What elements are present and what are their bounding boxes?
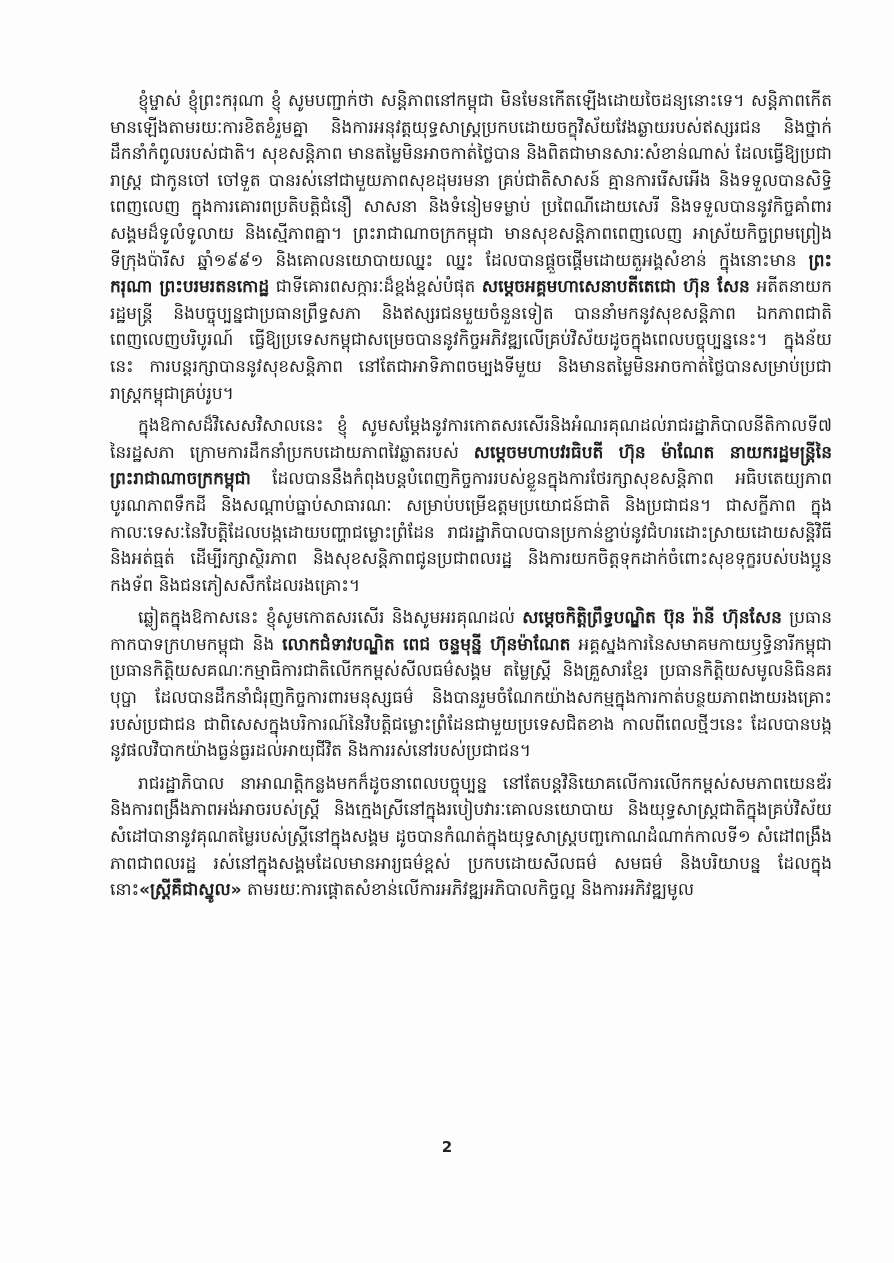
paragraph-4	[110, 771, 832, 904]
p3-text: ឆ្លៀតក្នុងឱកាសនេះ ខ្ញុំសូមកោតសរសើរ និងសូមអរគុណដល់	[138, 608, 523, 629]
p2-bold-prime-minister: សម្តេចមហាបវរធិបតី ហ៊ុន ម៉ាណែត នាយករដ្ឋមន្ត្រីនៃព្រះរាជាណាចក្រកម្ពុជា	[110, 442, 832, 490]
p3-text: ប្រធានកាកបាទក្រហមកម្ពុជា និង	[110, 608, 832, 655]
p1-text: ខ្ញុំម្ចាស់ ខ្ញុំព្រះករុណា ខ្ញុំ សូមបញ្ជាក់ថា សន្តិភាពនៅកម្ពុជា មិនមែនកើតឡើងដោយចៃដន្យនោះទេ។ សន្តិភាពកើតមានឡើងតាមរយៈការខិតខំរួមគ្នា និងការអនុវត្តយុទ្ធសាស្ត្រប្រកបដោយចក្ខុវិស័យវែងឆ្ងាយរបស់ឥស្សរជន និងថ្នាក់ដឹកនាំកំពូលរបស់ជាតិ។ សុខសន្តិភាព មានតម្លៃមិនអាចកាត់ថ្លៃបាន និងពិតជាមានសារៈសំខាន់ណាស់ ដែលធ្វើឱ្យប្រជារាស្ត្រ ជាកូនចៅ ចៅទួត បានរស់នៅជាមួយភាពសុខដុមរមនា គ្រប់ជាតិសាសន៍ គ្មានការរើសអើង និងទទួលបានសិទ្ធិពេញលេញ ក្នុងការគោរពប្រតិបត្តិជំនឿ សាសនា និងទំនៀមទម្លាប់ ប្រពៃណីដោយសេរី និងទទួលបាននូវកិច្ចគាំពារសង្គមដ៏ទូលំទូលាយ និងស្មើភាពគ្នា។ ព្រះរាជាណាចក្រកម្ពុជា មានសុខសន្តិភាពពេញលេញ អាស្រ័យកិច្ចព្រមព្រៀងទីក្រុងប៉ារីស ឆ្នាំ១៩៩១ និងគោលនយោបាយឈ្នះ ឈ្នះ ដែលបានផ្តួចផ្តើមដោយតួអង្គសំខាន់ ក្នុងនោះមាន	[110, 91, 832, 271]
p1-text: ជាទីគោរពសក្ការៈដ៏ខ្ពង់ខ្ពស់បំផុត	[269, 277, 482, 298]
p4-text: រាជរដ្ឋាភិបាល នាអាណត្តិកន្លងមកក៏ដូចនាពេលបច្ចុប្បន្ន នៅតែបន្តវិនិយោគលើការលើកកម្ពស់សមភាពយេនឌ័រ និងការពង្រឹងភាពអង់អាចរបស់ស្ត្រី និងក្មេងស្រីនៅក្នុងរបៀបវារៈគោលនយោបាយ និងយុទ្ធសាស្ត្រជាតិក្នុងគ្រប់វិស័យ សំដៅបានានូវគុណតម្លៃរបស់ស្ត្រីនៅក្នុងសង្គម ដូចបានកំណត់ក្នុងយុទ្ធសាស្ត្របញ្ចកោណដំណាក់កាលទី១ សំដៅពង្រឹងភាពជាពលរដ្ឋ រស់នៅក្នុងសង្គមដែលមានអារ្យធម៌ខ្ពស់ ប្រកបដោយសីលធម៌ សមធម៌ និងបរិយាបន្ន ដែលក្នុងនោះ	[110, 773, 832, 901]
p4-text: តាមរយៈការផ្តោតសំខាន់លើការអភិវឌ្ឍអភិបាលកិច្ចល្អ និងការអភិវឌ្ឍមូល	[241, 880, 695, 901]
paragraph-2	[110, 413, 832, 599]
p1-bold-samdech-name: សម្តេចអគ្គមហាសេនាបតីតេជោ ហ៊ុន សែន	[481, 277, 750, 298]
p3-bold-lok-chumteav: លោកជំទាវបណ្ឌិត ពេជ ចន្ទមុន្នី ហ៊ុនម៉ាណែត	[282, 634, 571, 655]
paragraph-1	[110, 88, 832, 407]
p2-text: ក្នុងឱកាសដ៏វិសេសវិសាលនេះ ខ្ញុំ សូមសម្តែងនូវការកោតសរសើរនិងអំណរគុណដល់រាជរដ្ឋាភិបាលនីតិកាលទី៧ នៃរដ្ឋសភា ក្រោមការដឹកនាំប្រកបដោយភាពវៃឆ្លាតរបស់	[110, 416, 832, 463]
p2-text: ដែលបាននឹងកំពុងបន្តបំពេញកិច្ចការរបស់ខ្លួនក្នុងការថែរក្សាសុខសន្តិភាព អធិបតេយ្យភាព បូរណភាពទឹកដី និងសណ្តាប់ធ្នាប់សាធារណៈ សម្រាប់បម្រើឧត្តមប្រយោជន៍ជាតិ និងប្រជាជន។ ជាសក្ខីភាព ក្នុងកាលៈទេសៈនៃវិបត្តិដែលបង្កដោយបញ្ហាជម្លោះព្រំដែន រាជរដ្ឋាភិបាលបានប្រកាន់ខ្ជាប់នូវជំហរដោះស្រាយដោយសន្តិវិធី និងអត់ធ្មត់ ដើម្បីរក្សាស្ថិរភាព និងសុខសន្តិភាពជូនប្រជាពលរដ្ឋ និងការយកចិត្តទុកដាក់ចំពោះសុខទុក្ខរបស់បងប្អូនកងទ័ព និងជនភៀសសឹកដែលរងគ្រោះ។	[110, 469, 832, 596]
p3-text: អគ្គស្នងការនៃសមាគមកាយឫទ្ធិនារីកម្ពុជា ប្រធានកិត្តិយសគណៈកម្មាធិការជាតិលើកកម្ពស់សីលធម៌សង្គម តម្លៃស្ត្រី និងគ្រួសារខ្មែរ ប្រធានកិត្តិយសមូលនិធិនគរបុប្ផា ដែលបានដឹកនាំជំរុញកិច្ចការពារមនុស្សធម៌ និងបានរួមចំណែកយ៉ាងសកម្មក្នុងការកាត់បន្ថយភាពងាយរងគ្រោះរបស់ប្រជាជន ជាពិសេសក្នុងបរិការណ៍នៃវិបត្តិជម្លោះព្រំដែនជាមួយប្រទេសជិតខាង កាលពីពេលថ្មីៗនេះ ដែលបានបង្កនូវផលវិបាកយ៉ាងធ្ងន់ធ្ងរដល់អាយុជីវិត និងការរស់នៅរបស់ប្រជាជន។	[110, 634, 832, 762]
page-number: 2	[441, 1138, 453, 1156]
p4-bold-women-core: «ស្ត្រីគឺជាស្នូល»	[139, 880, 242, 901]
body-text	[110, 88, 832, 910]
p3-bold-red-cross-president: សម្តេចកិត្តិព្រឹទ្ធបណ្ឌិត ប៊ុន រ៉ានី ហ៊ុនសែន	[522, 608, 782, 629]
p1-bold-royal-title: ព្រះករុណា ព្រះបរមរតនកោដ្ឋ	[110, 250, 832, 298]
paragraph-3	[110, 605, 832, 765]
p1-text: អតីតនាយករដ្ឋមន្ត្រី និងបច្ចុប្បន្នជាប្រធានព្រឹទ្ធសភា និងឥស្សរជនមួយចំនួនទៀត បាននាំមកនូវសុខសន្តិភាព ឯកភាពជាតិពេញលេញបរិបូរណ៍ ធ្វើឱ្យប្រទេសកម្ពុជាសម្រេចបាននូវកិច្ចអភិវឌ្ឍលើគ្រប់វិស័យដូចក្នុងពេលបច្ចុប្បន្ននេះ។ ក្នុងន័យនេះ ការបន្តរក្សាបាននូវសុខសន្តិភាព នៅតែជាអាទិភាពចម្បងទីមួយ និងមានតម្លៃមិនអាចកាត់ថ្លៃបានសម្រាប់ប្រជារាស្ត្រកម្ពុជាគ្រប់រូប។	[110, 277, 832, 404]
